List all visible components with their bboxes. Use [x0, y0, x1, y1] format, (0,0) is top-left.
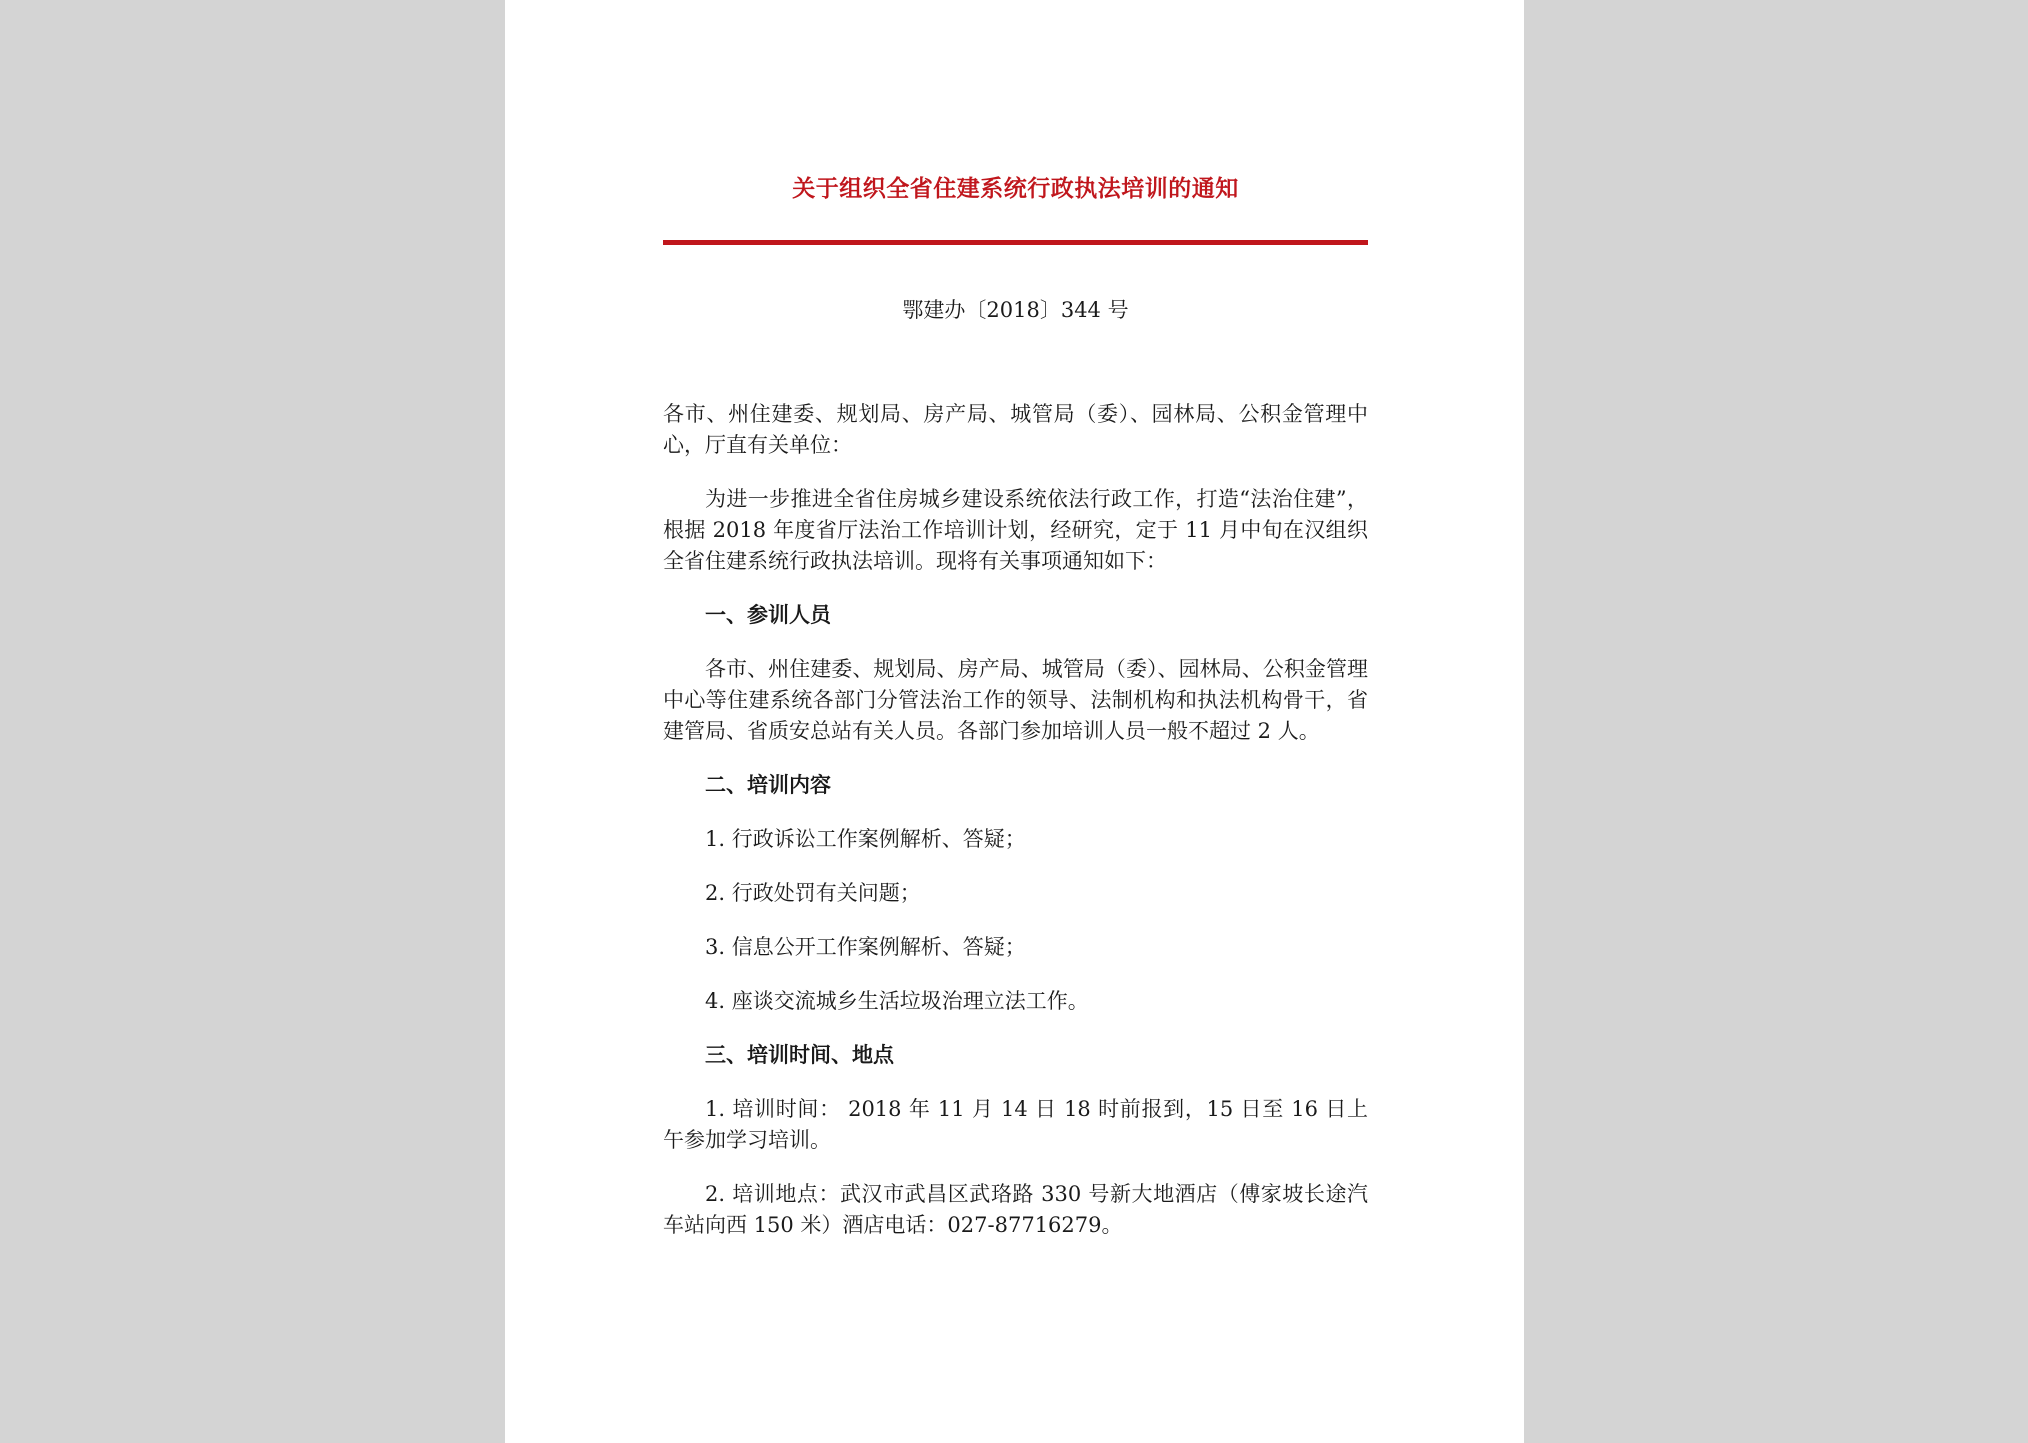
- content-item: 1. 行政诉讼工作案例解析、答疑；: [705, 827, 1026, 851]
- intro-paragraph: 为进一步推进全省住房城乡建设系统依法行政工作，打造“法治住建”，根据 2018 年度省厅法治工作培训计划，经研究，定于 11 月中旬在汉组织全省住建系统行政执法培训。现将有关事项通知如下：: [663, 487, 1368, 573]
- content-item: 2. 行政处罚有关问题；: [705, 881, 921, 905]
- section-heading-time-place: 三、培训时间、地点: [705, 1043, 894, 1067]
- red-header-rule: [663, 240, 1368, 245]
- participants-paragraph: 各市、州住建委、规划局、房产局、城管局（委）、园林局、公积金管理中心等住建系统各部门分管法治工作的领导、法制机构和执法机构骨干，省建管局、省质安总站有关人员。各部门参加培训人员一般不超过 2 人。: [663, 657, 1368, 743]
- training-time: 1. 培训时间： 2018 年 11 月 14 日 18 时前报到，15 日至 16 日上午参加学习培训。: [663, 1097, 1368, 1152]
- training-place: 2. 培训地点：武汉市武昌区武珞路 330 号新大地酒店（傅家坡长途汽车站向西 150 米）酒店电话：027-87716279。: [663, 1182, 1368, 1237]
- document-page: [505, 0, 1524, 1443]
- salutation: 各市、州住建委、规划局、房产局、城管局（委）、园林局、公积金管理中心，厅直有关单位：: [663, 402, 1368, 457]
- section-heading-content: 二、培训内容: [705, 773, 831, 797]
- document-number: 鄂建办〔2018〕344 号: [902, 298, 1129, 322]
- section-heading-participants: 一、参训人员: [705, 603, 831, 627]
- document-body: [663, 399, 1368, 1264]
- document-title: 关于组织全省住建系统行政执法培训的通知: [792, 175, 1239, 202]
- content-item: 4. 座谈交流城乡生活垃圾治理立法工作。: [705, 989, 1089, 1013]
- content-item: 3. 信息公开工作案例解析、答疑；: [705, 935, 1026, 959]
